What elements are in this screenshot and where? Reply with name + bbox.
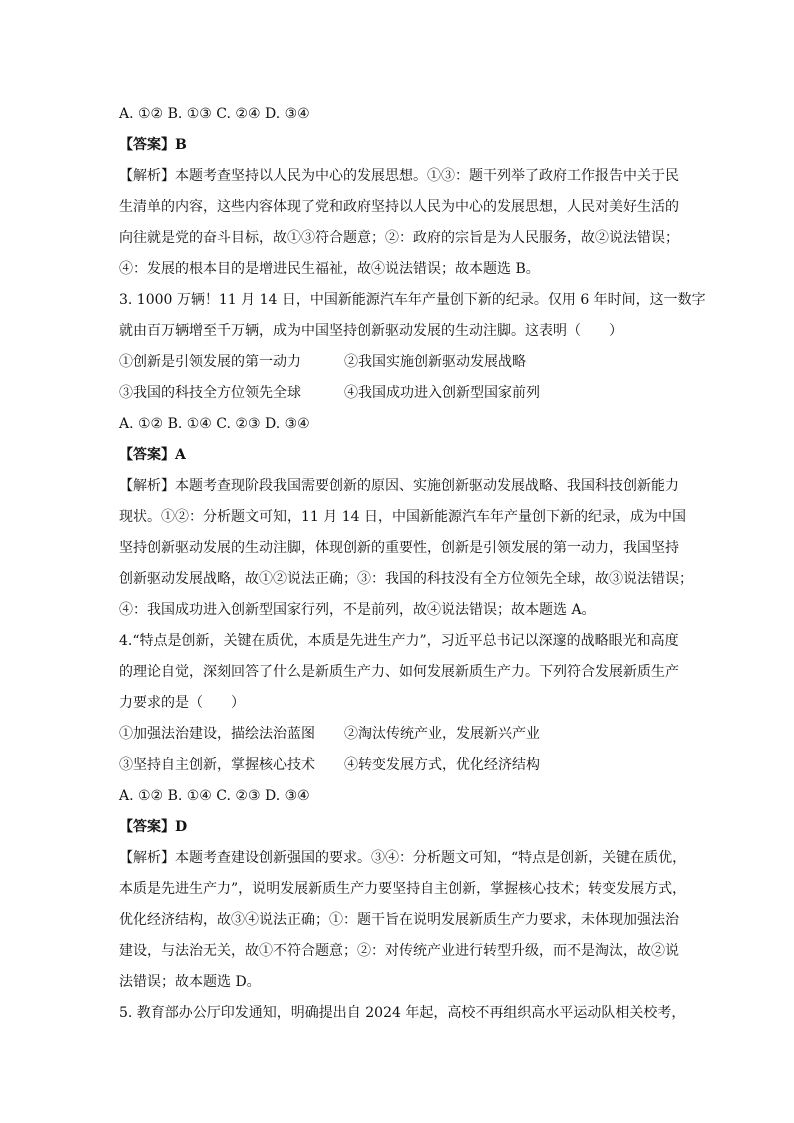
q3-answer-choices: A. ①② B. ①④ C. ②③ D. ③④ <box>119 416 310 432</box>
q3-stem-line-2: 就由百万辆增至千万辆，成为中国坚持创新驱动发展的生动注脚。这表明（ ） <box>119 323 623 339</box>
q4-option-1: ①加强法治建设，描绘法治蓝图 <box>119 726 315 742</box>
q3-options-row-2 <box>119 378 685 409</box>
q3-stem-line-1: 3. 1000 万辆！11 月 14 日，中国新能源汽车年产量创下新的纪录。仅用 6 年时间，这一数字 <box>119 292 706 308</box>
q3-option-3: ③我国的科技全方位领先全球 <box>119 385 301 401</box>
q2-answer-choices: A. ①② B. ①③ C. ②④ D. ③④ <box>119 106 310 122</box>
q2-analysis-line-4: ④：发展的根本目的是增进民生福祉，故④说法错误；故本题选 B。 <box>119 261 540 277</box>
q4-analysis-line-4: 建设，与法治无关，故①不符合题意；②：对传统产业进行转型升级，而不是淘汰，故②说 <box>119 943 679 959</box>
q4-options-row-2 <box>119 750 685 781</box>
q3-analysis-line-1: 【解析】本题考查现阶段我国需要创新的原因、实施创新驱动发展战略、我国科技创新能力 <box>119 478 679 494</box>
q4-analysis-line-5: 法错误；故本题选 D。 <box>119 974 261 990</box>
q2-analysis-line-2: 生清单的内容，这些内容体现了党和政府坚持以人民为中心的发展思想，人民对美好生活的 <box>119 199 679 215</box>
q3-analysis-line-3: 坚持创新驱动发展的生动注脚，体现创新的重要性，创新是引领发展的第一动力，我国坚持 <box>119 540 679 556</box>
q4-analysis-line-3: 优化经济结构，故③④说法正确；①：题干旨在说明发展新质生产力要求，未体现加强法治 <box>119 912 679 928</box>
q3-options-row-1 <box>119 347 685 378</box>
q2-answer: 【答案】B <box>119 137 187 153</box>
q3-option-1: ①创新是引领发展的第一动力 <box>119 354 301 370</box>
q3-analysis-line-2: 现状。①②：分析题文可知，11 月 14 日，中国新能源汽车年产量创下新的纪录，成为中国 <box>119 509 686 525</box>
q4-option-3: ③坚持自主创新，掌握核心技术 <box>119 757 315 773</box>
q3-analysis-line-4: 创新驱动发展战略，故①②说法正确；③：我国的科技没有全方位领先全球，故③说法错误； <box>119 571 693 587</box>
q4-stem-line-2: 的理论自觉，深刻回答了什么是新质生产力、如何发展新质生产力。下列符合发展新质生产 <box>119 664 679 680</box>
q4-analysis-line-2: 本质是先进生产力”，说明发展新质生产力要坚持自主创新，掌握核心技术；转变发展方式， <box>119 881 687 897</box>
q4-option-2: ②淘汰传统产业，发展新兴产业 <box>344 726 540 742</box>
q4-answer-choices: A. ①② B. ①④ C. ②③ D. ③④ <box>119 788 310 804</box>
q4-stem-line-3: 力要求的是（ ） <box>119 695 245 711</box>
q3-analysis-line-5: ④：我国成功进入创新型国家行列，不是前列，故④说法错误；故本题选 A。 <box>119 602 596 618</box>
document-content <box>119 99 706 1029</box>
q4-answer: 【答案】D <box>119 819 188 835</box>
q3-answer: 【答案】A <box>119 447 186 463</box>
q2-analysis-line-3: 向往就是党的奋斗目标，故①③符合题意；②：政府的宗旨是为人民服务，故②说法错误； <box>119 230 679 246</box>
q4-stem-line-1: 4.“特点是创新，关键在质优，本质是先进生产力”，习近平总书记以深邃的战略眼光和高度 <box>119 633 679 649</box>
q4-options-row-1 <box>119 719 685 750</box>
q2-analysis-line-1: 【解析】本题考查坚持以人民为中心的发展思想。①③：题干列举了政府工作报告中关于民 <box>119 168 679 184</box>
q5-stem-line-1: 5. 教育部办公厅印发通知，明确提出自 2024 年起，高校不再组织高水平运动队相关校考， <box>119 1005 686 1021</box>
q4-option-4: ④转变发展方式，优化经济结构 <box>344 757 540 773</box>
q3-option-2: ②我国实施创新驱动发展战略 <box>344 354 526 370</box>
q4-analysis-line-1: 【解析】本题考查建设创新强国的要求。③④：分析题文可知，“特点是创新，关键在质优， <box>119 850 687 866</box>
q3-option-4: ④我国成功进入创新型国家前列 <box>344 385 540 401</box>
